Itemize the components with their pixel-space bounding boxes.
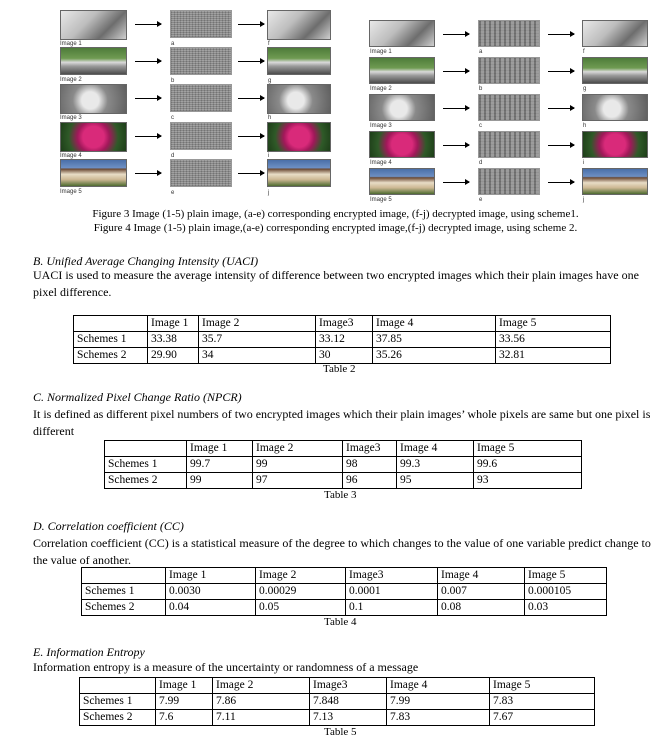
table-cell: 32.81 [496, 348, 611, 364]
table-cell: 0.0030 [166, 584, 256, 600]
table-cell: 7.99 [156, 694, 213, 710]
table-cell: 7.13 [310, 710, 387, 726]
table-header-cell: Image 1 [187, 441, 253, 457]
arrow-icon [238, 98, 264, 99]
table-row [74, 332, 611, 348]
table-cell: 99.7 [187, 457, 253, 473]
image-label: d [171, 153, 175, 159]
section-b-heading: B. Unified Average Changing Intensity (UACI) [33, 254, 259, 268]
figure-4-caption: Figure 4 Image (1-5) plain image,(a-e) corresponding encrypted image,(f-j) decrypted image, using scheme 2. [93, 222, 578, 234]
figure-3-caption: Figure 3 Image (1-5) plain image, (a-e) corresponding encrypted image, (f-j) decrypted image, using scheme1. [92, 208, 579, 220]
table-header-cell: Image3 [346, 568, 438, 584]
arrow-icon [238, 136, 264, 137]
table-header-cell: Image3 [343, 441, 397, 457]
plain-image-2 [369, 57, 435, 84]
table-row [80, 710, 595, 726]
table-cell: 97 [253, 473, 343, 489]
table-cell: 0.04 [166, 600, 256, 616]
arrow-icon [443, 71, 469, 72]
encrypted-image-b [170, 47, 232, 75]
table-header-cell: Image 2 [256, 568, 346, 584]
arrow-icon [135, 61, 161, 62]
table-cell: 7.83 [387, 710, 490, 726]
table-header-cell: Image 2 [213, 678, 310, 694]
table-row [105, 473, 582, 489]
decrypted-image-h [582, 94, 648, 121]
image-label: b [171, 78, 175, 84]
table-header-cell: Image 2 [253, 441, 343, 457]
image-label: Image 5 [60, 189, 82, 195]
table-cell [82, 568, 166, 584]
table-cell: Schemes 2 [82, 600, 166, 616]
plain-image-5 [60, 159, 127, 187]
table-header-row [74, 316, 611, 332]
encrypted-image-d [478, 131, 540, 158]
table-cell: 30 [316, 348, 373, 364]
arrow-icon [443, 145, 469, 146]
arrow-icon [548, 71, 574, 72]
image-label: e [479, 197, 483, 203]
table-5 [79, 677, 595, 726]
table-cell: 96 [343, 473, 397, 489]
arrow-icon [238, 173, 264, 174]
table-2 [73, 315, 611, 364]
table-cell: 99.3 [397, 457, 474, 473]
table-cell: 0.007 [438, 584, 525, 600]
section-c-heading: C. Normalized Pixel Change Ratio (NPCR) [33, 390, 242, 404]
arrow-icon [548, 108, 574, 109]
image-label: c [479, 123, 482, 129]
image-label: a [479, 49, 483, 55]
image-label: e [171, 190, 175, 196]
plain-image-2 [60, 47, 127, 75]
table-header-row [82, 568, 607, 584]
image-label: d [479, 160, 483, 166]
decrypted-image-g [582, 57, 648, 84]
table-header-cell: Image3 [316, 316, 373, 332]
table-header-cell: Image3 [310, 678, 387, 694]
arrow-icon [238, 24, 264, 25]
arrow-icon [548, 34, 574, 35]
section-d-text: Correlation coefficient (CC) is a statistical measure of the degree to which changes to the value of one variable predict change to the value of another. [33, 536, 651, 567]
table-5-caption: Table 5 [324, 726, 357, 738]
table-cell [105, 441, 187, 457]
table-3-caption: Table 3 [324, 489, 357, 501]
decrypted-image-j [582, 168, 648, 195]
arrow-icon [548, 182, 574, 183]
image-label: Image 3 [370, 123, 392, 129]
arrow-icon [135, 136, 161, 137]
image-label: c [171, 115, 174, 121]
table-cell: 7.83 [490, 694, 595, 710]
table-2-caption: Table 2 [323, 363, 356, 375]
table-cell: 7.6 [156, 710, 213, 726]
table-cell: 99.6 [474, 457, 582, 473]
table-header-row [105, 441, 582, 457]
image-label: f [268, 41, 270, 47]
table-header-cell: Image 5 [525, 568, 607, 584]
table-header-cell: Image 1 [166, 568, 256, 584]
image-label: Image 4 [370, 160, 392, 166]
table-header-cell: Image 5 [496, 316, 611, 332]
image-label: f [583, 49, 585, 55]
table-cell: 99 [253, 457, 343, 473]
table-cell: Schemes 1 [105, 457, 187, 473]
decrypted-image-i [267, 122, 331, 152]
plain-image-1 [369, 20, 435, 47]
plain-image-1 [60, 10, 127, 40]
arrow-icon [135, 98, 161, 99]
table-row [105, 457, 582, 473]
image-label: Image 2 [370, 86, 392, 92]
decrypted-image-i [582, 131, 648, 158]
table-cell: 33.56 [496, 332, 611, 348]
table-4 [81, 567, 607, 616]
table-row [74, 348, 611, 364]
image-label: i [268, 153, 270, 159]
table-cell: Schemes 1 [74, 332, 148, 348]
plain-image-5 [369, 168, 435, 195]
section-b-text: UACI is used to measure the average intensity of difference between two encrypted images which their plain images have one pixel difference. [33, 268, 639, 299]
table-cell: 34 [199, 348, 316, 364]
table-cell: 99 [187, 473, 253, 489]
image-label: a [171, 41, 175, 47]
arrow-icon [443, 108, 469, 109]
encrypted-image-e [170, 159, 232, 187]
encrypted-image-c [170, 84, 232, 112]
table-cell: 0.08 [438, 600, 525, 616]
image-label: i [583, 160, 585, 166]
image-label: Image 1 [370, 49, 392, 55]
table-cell: 33.12 [316, 332, 373, 348]
section-e-text: Information entropy is a measure of the uncertainty or randomness of a message [33, 660, 419, 674]
section-e-heading: E. Information Entropy [33, 645, 145, 659]
table-4-caption: Table 4 [324, 616, 357, 628]
image-label: j [583, 197, 585, 203]
table-cell: 98 [343, 457, 397, 473]
image-label: h [583, 123, 587, 129]
plain-image-3 [60, 84, 127, 114]
table-header-row [80, 678, 595, 694]
arrow-icon [548, 145, 574, 146]
table-cell [80, 678, 156, 694]
table-cell: 7.86 [213, 694, 310, 710]
plain-image-4 [369, 131, 435, 158]
decrypted-image-f [267, 10, 331, 40]
table-cell: 35.26 [373, 348, 496, 364]
table-cell: Schemes 1 [80, 694, 156, 710]
table-cell: 7.99 [387, 694, 490, 710]
image-label: Image 1 [60, 41, 82, 47]
table-cell: 33.38 [148, 332, 199, 348]
table-row [82, 584, 607, 600]
table-cell: 0.1 [346, 600, 438, 616]
decrypted-image-g [267, 47, 331, 75]
image-label: g [268, 78, 272, 84]
encrypted-image-a [478, 20, 540, 47]
table-cell: 35.7 [199, 332, 316, 348]
arrow-icon [135, 24, 161, 25]
table-header-cell: Image 1 [148, 316, 199, 332]
table-cell: Schemes 2 [80, 710, 156, 726]
table-row [80, 694, 595, 710]
arrow-icon [443, 34, 469, 35]
plain-image-4 [60, 122, 127, 152]
image-label: h [268, 115, 272, 121]
encrypted-image-c [478, 94, 540, 121]
table-cell: 0.0001 [346, 584, 438, 600]
image-label: j [268, 190, 270, 196]
table-3 [104, 440, 582, 489]
encrypted-image-e [478, 168, 540, 195]
table-cell: 95 [397, 473, 474, 489]
arrow-icon [135, 173, 161, 174]
table-header-cell: Image 4 [438, 568, 525, 584]
table-cell [74, 316, 148, 332]
table-cell: Schemes 2 [74, 348, 148, 364]
decrypted-image-h [267, 84, 331, 114]
arrow-icon [443, 182, 469, 183]
table-cell: 93 [474, 473, 582, 489]
table-cell: 37.85 [373, 332, 496, 348]
table-header-cell: Image 4 [387, 678, 490, 694]
arrow-icon [238, 61, 264, 62]
table-cell: 0.00029 [256, 584, 346, 600]
table-cell: 29.90 [148, 348, 199, 364]
table-cell: 0.05 [256, 600, 346, 616]
image-label: Image 5 [370, 197, 392, 203]
image-label: b [479, 86, 483, 92]
image-label: Image 3 [60, 115, 82, 121]
image-label: g [583, 86, 587, 92]
table-header-cell: Image 2 [199, 316, 316, 332]
encrypted-image-d [170, 122, 232, 150]
table-header-cell: Image 5 [490, 678, 595, 694]
table-header-cell: Image 4 [373, 316, 496, 332]
table-cell: 7.848 [310, 694, 387, 710]
table-cell: 7.11 [213, 710, 310, 726]
decrypted-image-f [582, 20, 648, 47]
encrypted-image-b [478, 57, 540, 84]
table-header-cell: Image 5 [474, 441, 582, 457]
table-cell: 7.67 [490, 710, 595, 726]
table-header-cell: Image 4 [397, 441, 474, 457]
section-d-heading: D. Correlation coefficient (CC) [33, 519, 184, 533]
table-row [82, 600, 607, 616]
image-label: Image 4 [60, 153, 82, 159]
table-cell: Schemes 2 [105, 473, 187, 489]
table-cell: Schemes 1 [82, 584, 166, 600]
decrypted-image-j [267, 159, 331, 187]
image-label: Image 2 [60, 77, 82, 83]
section-c-text: It is defined as different pixel numbers of two encrypted images which their plain images’ whole pixels are same but one pixel is different [33, 407, 651, 438]
table-cell: 0.03 [525, 600, 607, 616]
table-cell: 0.000105 [525, 584, 607, 600]
table-header-cell: Image 1 [156, 678, 213, 694]
encrypted-image-a [170, 10, 232, 38]
plain-image-3 [369, 94, 435, 121]
